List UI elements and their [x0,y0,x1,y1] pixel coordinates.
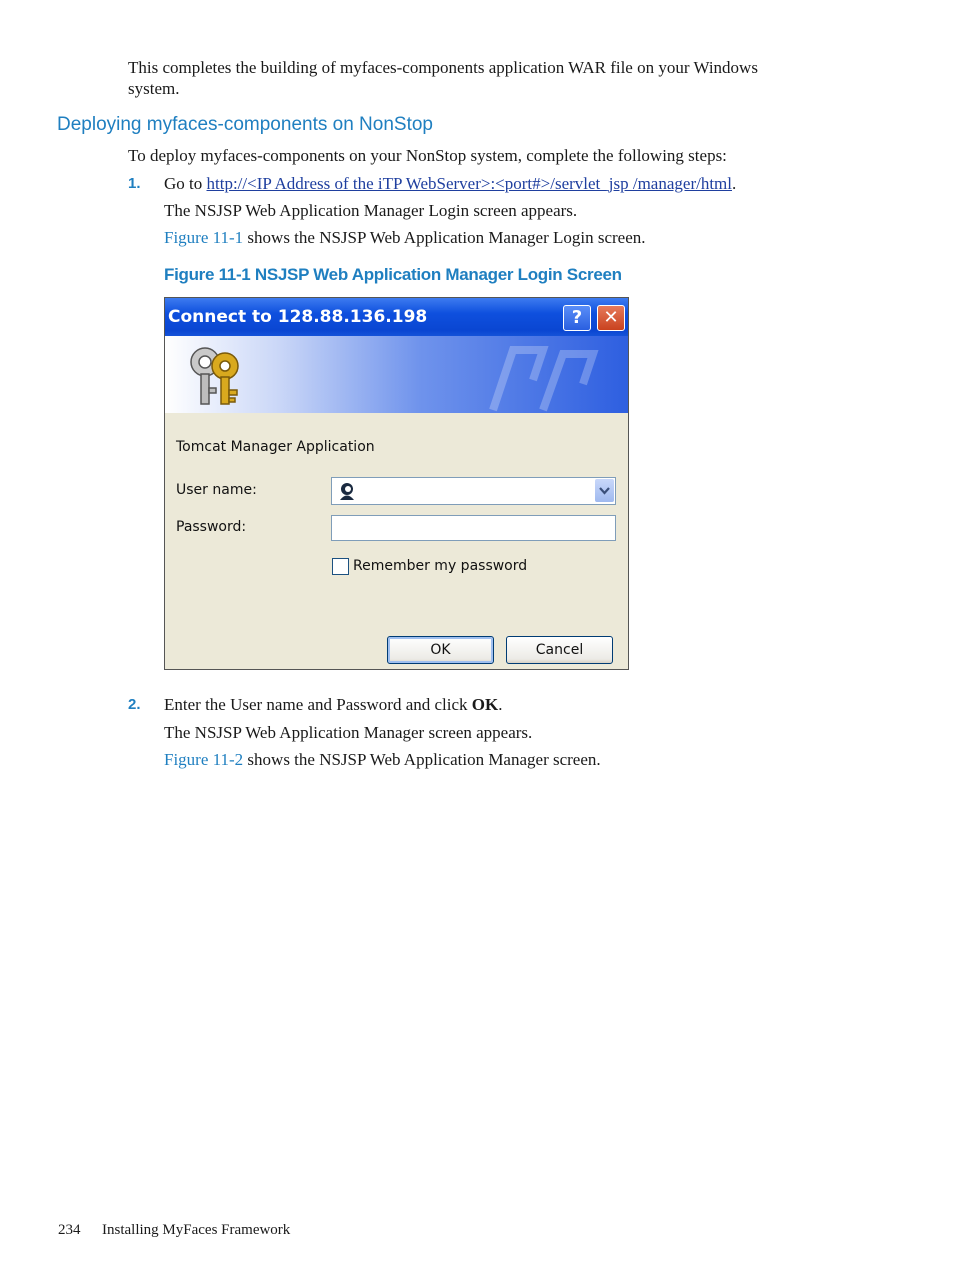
step-2-prefix: Enter the User name and Password and click [164,695,472,714]
figure-11-1-link[interactable]: Figure 11-1 [164,228,244,247]
keys-icon [183,342,253,410]
username-dropdown-button[interactable] [595,479,614,502]
chevron-down-icon [595,479,614,502]
step-1-suffix: . [732,174,737,193]
step-2-bold: OK [471,695,499,714]
step-2-reference [164,749,601,770]
ok-button[interactable]: OK [387,636,494,664]
step-number: 2. [128,696,141,713]
step-2-ref-text: shows the NSJSP Web Application Manager screen. [243,750,601,769]
remember-password-checkbox[interactable] [332,558,349,575]
step-number: 1. [128,175,141,192]
dialog-banner [165,336,628,413]
step-1-prefix: Go to [164,174,207,193]
close-button[interactable]: ✕ [597,305,625,331]
section-heading: Deploying myfaces-components on NonStop [57,114,433,135]
intro-paragraph [128,57,868,99]
step-1-result: The NSJSP Web Application Manager Login screen appears. [164,201,578,220]
step-2-instruction [164,694,503,715]
watermark-keys-icon [483,340,623,412]
step-1-reference [164,227,646,248]
dialog-titlebar [165,298,628,336]
username-label: User name: [176,482,257,498]
step-1-instruction [164,173,736,194]
username-field[interactable] [331,477,616,505]
step-1-ref-text: shows the NSJSP Web Application Manager Login screen. [243,228,646,247]
page-number: 234 [58,1222,81,1238]
realm-label: Tomcat Manager Application [176,439,375,455]
cancel-button[interactable]: Cancel [506,636,613,664]
password-label: Password: [176,519,247,535]
chapter-title: Installing MyFaces Framework [102,1222,291,1238]
remember-password-label: Remember my password [353,558,528,574]
manager-url-link[interactable]: http://<IP Address of the iTP WebServer>:<port#>/servlet_jsp /manager/html [206,174,732,193]
figure-caption: Figure 11-1 NSJSP Web Application Manager Login Screen [164,265,622,284]
intro-line-1: This completes the building of myfaces-components application WAR file on your Windows [128,58,758,77]
step-2-suffix: . [498,695,503,714]
login-dialog-figure [164,297,629,670]
page-footer [58,1222,290,1239]
help-button[interactable]: ? [563,305,591,331]
dialog-title: Connect to 128.88.136.198 [168,307,428,327]
section-intro: To deploy myfaces-components on your NonStop system, complete the following steps: [128,146,727,165]
step-2-result: The NSJSP Web Application Manager screen appears. [164,723,533,742]
user-icon [337,481,357,501]
figure-11-2-link[interactable]: Figure 11-2 [164,750,244,769]
password-field[interactable] [331,515,616,541]
intro-line-2: system. [128,79,180,98]
